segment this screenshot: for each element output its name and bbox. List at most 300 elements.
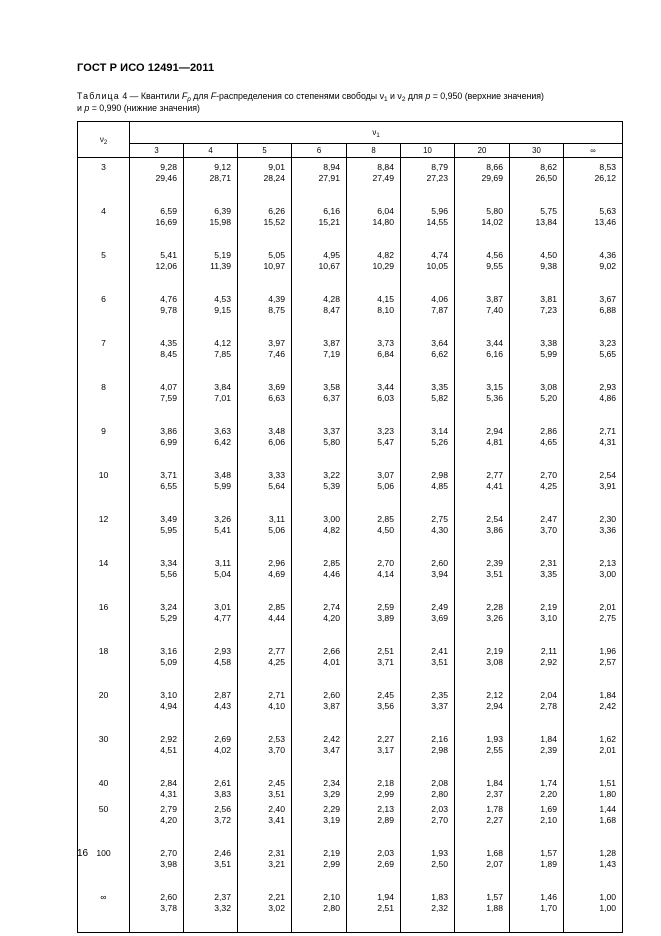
upper-value: 2,42: [323, 733, 340, 744]
upper-value: 3,58: [323, 381, 340, 392]
upper-value: 1,84: [540, 733, 557, 744]
lower-value: 5,80: [323, 436, 340, 447]
lower-value: 3,32: [214, 903, 231, 914]
upper-value: 8,66: [486, 162, 503, 172]
lower-value: 2,94: [486, 700, 503, 711]
upper-value: 2,59: [377, 601, 394, 612]
quantile-cell: [238, 466, 292, 510]
upper-value: 1,69: [540, 804, 557, 815]
quantile-cell: [184, 844, 238, 888]
table-row: [78, 246, 623, 290]
row-header-nu2: 6: [78, 290, 130, 334]
upper-value: 6,39: [214, 205, 231, 216]
caption-p2: p: [84, 103, 90, 113]
quantile-cell: [510, 334, 564, 378]
upper-value: 2,49: [431, 601, 448, 612]
quantile-cell: [455, 202, 510, 246]
quantile-cell: [130, 158, 184, 202]
upper-value: 4,06: [431, 293, 448, 304]
lower-value: 2,80: [323, 903, 340, 914]
upper-value: 2,34: [323, 777, 340, 788]
quantile-cell: [455, 290, 510, 334]
lower-value: 4,94: [160, 700, 177, 711]
row-header-nu2: ∞: [78, 888, 130, 932]
upper-value: 2,70: [377, 557, 394, 568]
lower-value: 5,64: [268, 480, 285, 491]
upper-value: 2,21: [268, 892, 285, 903]
column-header: 4: [184, 144, 238, 158]
quantile-cell: [564, 510, 623, 554]
quantile-cell: [347, 686, 401, 730]
quantile-cell: [238, 246, 292, 290]
lower-value: 4,77: [214, 612, 231, 623]
lower-value: 6,16: [486, 348, 503, 359]
upper-value: 2,13: [599, 557, 617, 568]
lower-value: 11,39: [210, 260, 231, 271]
quantile-cell: [401, 290, 455, 334]
upper-value: 2,31: [268, 848, 285, 859]
upper-value: 2,10: [323, 892, 340, 903]
quantile-cell: [238, 844, 292, 888]
quantile-cell: [130, 422, 184, 466]
lower-value: 5,41: [214, 524, 231, 535]
quantile-cell: [564, 334, 623, 378]
lower-value: 4,10: [268, 700, 285, 711]
lower-value: 5,29: [160, 612, 177, 623]
lower-value: 2,70: [431, 815, 448, 826]
upper-value: 2,86: [540, 425, 557, 436]
table-row: [78, 202, 623, 246]
lower-value: 9,78: [160, 304, 177, 315]
lower-value: 5,82: [431, 392, 448, 403]
table-row: [78, 290, 623, 334]
row-header-nu2: 40: [78, 774, 130, 801]
caption-F: F: [181, 91, 188, 101]
caption-F-sub: p: [187, 96, 191, 103]
upper-value: 3,63: [214, 425, 231, 436]
row-header-nu2: 8: [78, 378, 130, 422]
lower-value: 3,51: [486, 568, 503, 579]
lower-value: 3,51: [268, 788, 285, 799]
upper-value: 4,50: [540, 249, 557, 260]
upper-value: 2,60: [323, 689, 340, 700]
quantile-cell: [564, 290, 623, 334]
quantile-cell: [564, 554, 623, 598]
lower-value: 27,91: [318, 173, 340, 184]
lower-value: 5,65: [599, 348, 617, 359]
quantile-cell: [184, 888, 238, 932]
upper-value: 4,82: [377, 249, 394, 260]
lower-value: 3,98: [160, 859, 177, 870]
caption-eq2: = 0,990 (нижние значения): [89, 103, 200, 113]
lower-value: 5,06: [377, 480, 394, 491]
quantile-cell: [510, 730, 564, 774]
table-row: [78, 510, 623, 554]
lower-value: 3,08: [486, 656, 503, 667]
quantile-cell: [564, 642, 623, 686]
quantile-cell: [401, 888, 455, 932]
quantile-cell: [510, 202, 564, 246]
upper-value: 1,28: [599, 848, 617, 859]
quantile-cell: [401, 774, 455, 801]
quantile-cell: [184, 466, 238, 510]
lower-value: 27,23: [426, 173, 448, 184]
quantile-cell: [184, 774, 238, 801]
quantile-cell: [238, 774, 292, 801]
quantile-cell: [184, 334, 238, 378]
quantile-cell: [455, 598, 510, 642]
caption-nu2-sub: 2: [401, 96, 406, 103]
upper-value: 9,28: [160, 162, 177, 172]
upper-value: 2,19: [323, 848, 340, 859]
lower-value: 3,19: [323, 815, 340, 826]
quantile-cell: [292, 202, 347, 246]
upper-value: 2,08: [431, 777, 448, 788]
lower-value: 2,57: [599, 656, 617, 667]
lower-value: 14,55: [426, 216, 448, 227]
quantile-cell: [564, 800, 623, 844]
quantile-cell: [455, 510, 510, 554]
lower-value: 3,71: [377, 656, 394, 667]
upper-value: 4,95: [323, 249, 340, 260]
quantile-cell: [184, 554, 238, 598]
quantile-cell: [347, 334, 401, 378]
lower-value: 10,29: [372, 260, 394, 271]
quantile-cell: [238, 730, 292, 774]
upper-value: 2,70: [160, 848, 177, 859]
upper-value: 4,53: [214, 293, 231, 304]
lower-value: 1,68: [599, 815, 617, 826]
quantile-cell: [455, 466, 510, 510]
upper-value: 2,56: [214, 804, 231, 815]
upper-value: 2,45: [268, 777, 285, 788]
quantile-cell: [455, 642, 510, 686]
nu2-header: [78, 122, 130, 158]
caption-and: и: [387, 91, 398, 101]
upper-value: 2,94: [486, 425, 503, 436]
lower-value: 5,95: [160, 524, 177, 535]
quantile-cell: [401, 378, 455, 422]
quantile-cell: [564, 598, 623, 642]
upper-value: 2,18: [377, 777, 394, 788]
upper-value: 3,23: [599, 337, 617, 348]
quantile-cell: [401, 554, 455, 598]
lower-value: 2,27: [486, 815, 503, 826]
upper-value: 1,57: [486, 892, 503, 903]
table-row: [78, 158, 623, 202]
quantile-cell: [510, 290, 564, 334]
quantile-cell: [130, 290, 184, 334]
upper-value: 1,78: [486, 804, 503, 815]
upper-value: 3,44: [486, 337, 503, 348]
lower-value: 2,55: [486, 744, 503, 755]
upper-value: 4,35: [160, 337, 177, 348]
upper-value: 2,85: [268, 601, 285, 612]
row-header-nu2: 9: [78, 422, 130, 466]
quantile-cell: [455, 334, 510, 378]
quantile-cell: [130, 510, 184, 554]
lower-value: 2,32: [431, 903, 448, 914]
upper-value: 4,12: [214, 337, 231, 348]
quantile-cell: [347, 554, 401, 598]
lower-value: 5,20: [540, 392, 557, 403]
lower-value: 8,45: [160, 348, 177, 359]
upper-value: 3,48: [268, 425, 285, 436]
column-header: 8: [347, 144, 401, 158]
lower-value: 3,41: [268, 815, 285, 826]
nu1-symbol: ν: [372, 128, 377, 137]
quantile-cell: [455, 158, 510, 202]
quantile-cell: [401, 598, 455, 642]
lower-value: 2,98: [431, 744, 448, 755]
lower-value: 4,69: [268, 568, 285, 579]
lower-value: 27,49: [372, 173, 394, 184]
quantile-cell: [347, 888, 401, 932]
quantile-cell: [564, 466, 623, 510]
lower-value: 2,01: [599, 744, 617, 755]
quantile-cell: [401, 158, 455, 202]
lower-value: 4,82: [323, 524, 340, 535]
lower-value: 2,42: [599, 700, 617, 711]
lower-value: 2,80: [431, 788, 448, 799]
upper-value: 2,61: [214, 777, 231, 788]
lower-value: 2,69: [377, 859, 394, 870]
upper-value: 1,74: [540, 777, 557, 788]
quantile-cell: [510, 774, 564, 801]
quantile-cell: [238, 686, 292, 730]
lower-value: 2,20: [540, 788, 557, 799]
quantile-cell: [238, 510, 292, 554]
quantile-cell: [510, 378, 564, 422]
upper-value: 2,71: [268, 689, 285, 700]
upper-value: 3,08: [540, 381, 557, 392]
upper-value: 2,03: [377, 848, 394, 859]
table-body: [78, 158, 623, 933]
page-number: 16: [77, 848, 89, 859]
upper-value: 4,07: [160, 381, 177, 392]
lower-value: 7,01: [214, 392, 231, 403]
lower-value: 3,02: [268, 903, 285, 914]
upper-value: 6,16: [323, 205, 340, 216]
upper-value: 3,64: [431, 337, 448, 348]
upper-value: 2,01: [599, 601, 617, 612]
quantile-cell: [292, 642, 347, 686]
lower-value: 4,43: [214, 700, 231, 711]
lower-value: 5,47: [377, 436, 394, 447]
quantile-cell: [292, 554, 347, 598]
lower-value: 6,84: [377, 348, 394, 359]
upper-value: 1,51: [599, 777, 617, 788]
lower-value: 3,70: [540, 524, 557, 535]
quantile-cell: [564, 202, 623, 246]
quantile-cell: [564, 686, 623, 730]
quantile-cell: [184, 686, 238, 730]
nu1-header: [130, 122, 623, 144]
lower-value: 6,99: [160, 436, 177, 447]
lower-value: 4,44: [268, 612, 285, 623]
quantile-cell: [510, 686, 564, 730]
upper-value: 2,54: [599, 469, 617, 480]
quantile-cell: [292, 422, 347, 466]
upper-value: 2,92: [160, 733, 177, 744]
lower-value: 2,75: [599, 612, 617, 623]
upper-value: 6,26: [268, 205, 285, 216]
upper-value: 5,80: [486, 205, 503, 216]
quantile-cell: [238, 158, 292, 202]
lower-value: 15,98: [209, 216, 231, 227]
column-header: 10: [401, 144, 455, 158]
upper-value: 1,84: [486, 777, 503, 788]
lower-value: 10,67: [318, 260, 340, 271]
table-row: [78, 686, 623, 730]
quantile-cell: [130, 800, 184, 844]
quantile-cell: [347, 378, 401, 422]
lower-value: 4,14: [377, 568, 394, 579]
lower-value: 15,52: [263, 216, 285, 227]
upper-value: 2,31: [540, 557, 557, 568]
lower-value: 1,00: [599, 903, 617, 914]
lower-value: 6,06: [268, 436, 285, 447]
quantile-cell: [347, 598, 401, 642]
column-header: ∞: [564, 144, 623, 158]
lower-value: 6,62: [431, 348, 448, 359]
lower-value: 9,02: [599, 260, 617, 271]
lower-value: 4,20: [160, 815, 177, 826]
quantile-cell: [347, 158, 401, 202]
upper-value: 2,85: [323, 557, 340, 568]
quantile-cell: [184, 290, 238, 334]
quantile-cell: [564, 378, 623, 422]
lower-value: 2,89: [377, 815, 394, 826]
quantile-cell: [292, 510, 347, 554]
lower-value: 1,70: [540, 903, 557, 914]
quantile-cell: [130, 466, 184, 510]
upper-value: 2,85: [377, 513, 394, 524]
upper-value: 4,15: [377, 293, 394, 304]
upper-value: 9,12: [214, 162, 231, 172]
quantile-cell: [184, 422, 238, 466]
lower-value: 4,50: [377, 524, 394, 535]
quantile-cell: [510, 598, 564, 642]
lower-value: 2,39: [540, 744, 557, 755]
quantile-cell: [455, 378, 510, 422]
quantile-cell: [292, 466, 347, 510]
quantile-cell: [292, 246, 347, 290]
upper-value: 3,97: [268, 337, 285, 348]
upper-value: 2,98: [431, 469, 448, 480]
lower-value: 14,80: [372, 216, 394, 227]
upper-value: 1,68: [486, 848, 503, 859]
quantile-cell: [401, 730, 455, 774]
lower-value: 13,84: [535, 216, 557, 227]
row-header-nu2: 14: [78, 554, 130, 598]
upper-value: 3,10: [160, 689, 177, 700]
lower-value: 29,46: [155, 173, 177, 184]
quantile-cell: [455, 800, 510, 844]
upper-value: 8,53: [599, 162, 617, 172]
upper-value: 5,19: [214, 249, 231, 260]
table-row: [78, 378, 623, 422]
quantile-cell: [238, 378, 292, 422]
lower-value: 3,00: [599, 568, 617, 579]
upper-value: 3,48: [214, 469, 231, 480]
caption-mid2: -распределения со степенями свободы: [216, 91, 380, 101]
quantile-cell: [184, 800, 238, 844]
lower-value: 3,87: [323, 700, 340, 711]
lower-value: 10,05: [426, 260, 448, 271]
quantile-cell: [292, 686, 347, 730]
quantile-cell: [564, 422, 623, 466]
upper-value: 2,45: [377, 689, 394, 700]
caption-for-p: для: [405, 91, 426, 101]
upper-value: 3,23: [377, 425, 394, 436]
lower-value: 3,78: [160, 903, 177, 914]
lower-value: 7,19: [323, 348, 340, 359]
column-header: 6: [292, 144, 347, 158]
table-row: [78, 554, 623, 598]
upper-value: 2,30: [599, 513, 617, 524]
quantile-cell: [510, 246, 564, 290]
quantile-cell: [184, 510, 238, 554]
upper-value: 2,71: [599, 425, 617, 436]
upper-value: 3,37: [323, 425, 340, 436]
upper-value: 2,66: [323, 645, 340, 656]
lower-value: 29,69: [481, 173, 503, 184]
lower-value: 3,69: [431, 612, 448, 623]
quantile-cell: [292, 378, 347, 422]
upper-value: 2,11: [540, 645, 557, 656]
quantile-cell: [238, 422, 292, 466]
upper-value: 3,00: [323, 513, 340, 524]
lower-value: 2,78: [540, 700, 557, 711]
quantile-cell: [510, 844, 564, 888]
upper-value: 2,19: [486, 645, 503, 656]
quantile-cell: [401, 686, 455, 730]
lower-value: 3,70: [268, 744, 285, 755]
quantile-cell: [510, 158, 564, 202]
quantile-cell: [401, 246, 455, 290]
quantile-cell: [347, 422, 401, 466]
upper-value: 3,73: [377, 337, 394, 348]
upper-value: 3,71: [160, 469, 177, 480]
upper-value: 3,44: [377, 381, 394, 392]
upper-value: 2,53: [268, 733, 285, 744]
lower-value: 3,72: [214, 815, 231, 826]
upper-value: 2,84: [160, 777, 177, 788]
lower-value: 26,50: [535, 173, 557, 184]
lower-value: 3,37: [431, 700, 448, 711]
lower-value: 3,35: [540, 568, 557, 579]
lower-value: 8,47: [323, 304, 340, 315]
lower-value: 4,86: [599, 392, 617, 403]
upper-value: 8,94: [323, 162, 340, 172]
caption-F2: F: [210, 91, 217, 101]
upper-value: 5,75: [540, 205, 557, 216]
quantile-cell: [292, 844, 347, 888]
upper-value: 3,07: [377, 469, 394, 480]
lower-value: 2,51: [377, 903, 394, 914]
upper-value: 3,38: [540, 337, 557, 348]
quantile-cell: [292, 800, 347, 844]
column-header: 20: [455, 144, 510, 158]
caption-eq1: = 0,950 (верхние значения): [430, 91, 544, 101]
upper-value: 1,94: [377, 892, 394, 903]
lower-value: 6,42: [214, 436, 231, 447]
upper-value: 4,76: [160, 293, 177, 304]
lower-value: 3,21: [268, 859, 285, 870]
quantile-cell: [455, 730, 510, 774]
lower-value: 4,58: [214, 656, 231, 667]
